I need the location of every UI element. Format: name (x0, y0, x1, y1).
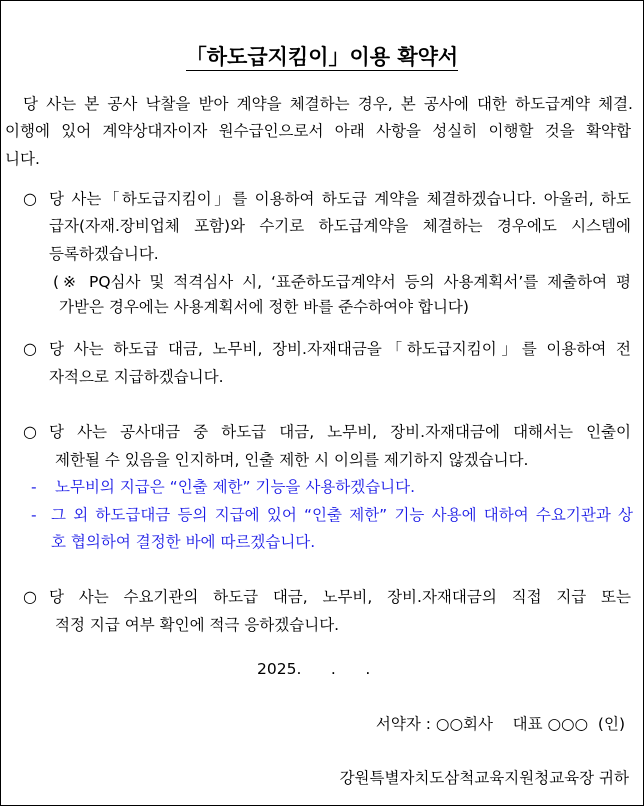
sub1-marker: - (31, 478, 37, 496)
item3-line-2: 제한될 수 있음을 인지하며, 인출 제한 시 이의를 제기하지 않겠습니다. (55, 451, 529, 469)
item1-note-line-2: 가받은 경우에는 사용계획서에 정한 바를 준수하여야 합니다) (59, 298, 469, 316)
sub1-text: 노무비의 지급은 “인출 제한” 기능을 사용하겠습니다. (55, 478, 416, 496)
document-title: 「하도급지킴이」이용 확약서 (185, 45, 459, 69)
item2-line-2: 자적으로 지급하겠습니다. (49, 368, 224, 386)
addressee-line: 강원특별자치도삼척교육지원청교육장 귀하 (339, 769, 629, 787)
item1-line-2: 급자(자재.장비업체 포함)와 수기로 하도급계약을 체결하는 경우에도 시스템에 (49, 217, 631, 235)
item3-marker: ○ (23, 422, 37, 441)
item1-note-line-1: (※ PQ심사 및 적격심사 시, ‘표준하도급계약서 등의 사용계획서’를 제출하여 평 (53, 273, 631, 291)
item1-line-3: 등록하겠습니다. (49, 245, 159, 263)
sub2-line-1: 그 외 하도급대금 등의 지급에 있어 “인출 제한” 기능 사용에 대하여 수요기관과 상 (51, 506, 633, 524)
intro-line-1: 당 사는 본 공사 낙찰을 받아 계약을 체결하는 경우, 본 공사에 대한 하도급계약 체결. (23, 95, 633, 113)
sub2-line-2: 호 협의하여 결정한 바에 따르겠습니다. (51, 533, 316, 551)
date-line: 2025. . . (257, 660, 371, 678)
intro-line-3: 니다. (5, 150, 40, 168)
item1-marker: ○ (23, 189, 37, 208)
item4-line-1: 당 사는 수요기관의 하도급 대금, 노무비, 장비.자재대금의 직접 지급 또는 (49, 588, 631, 606)
intro-line-2: 이행에 있어 계약상대자이자 원수급인으로서 아래 사항을 성실히 이행할 것을 확약합 (5, 122, 631, 140)
item2-line-1: 당 사는 하도급 대금, 노무비, 장비.자재대금을「하도급지킴이」를 이용하여 전 (49, 340, 631, 358)
item1-line-1: 당 사는「하도급지킴이」를 이용하여 하도급 계약을 체결하겠습니다. 아울러, 하도 (49, 190, 631, 208)
item2-marker: ○ (23, 339, 37, 358)
item3-line-1: 당 사는 공사대금 중 하도급 대금, 노무비, 장비.자재대금에 대해서는 인출이 (49, 423, 631, 441)
sub2-marker: - (31, 506, 37, 524)
signature-line: 서약자 : ○○회사 대표 ○○○ (인) (375, 715, 625, 733)
item4-line-2: 적정 지급 여부 확인에 적극 응하겠습니다. (55, 616, 340, 634)
item4-marker: ○ (23, 587, 37, 606)
